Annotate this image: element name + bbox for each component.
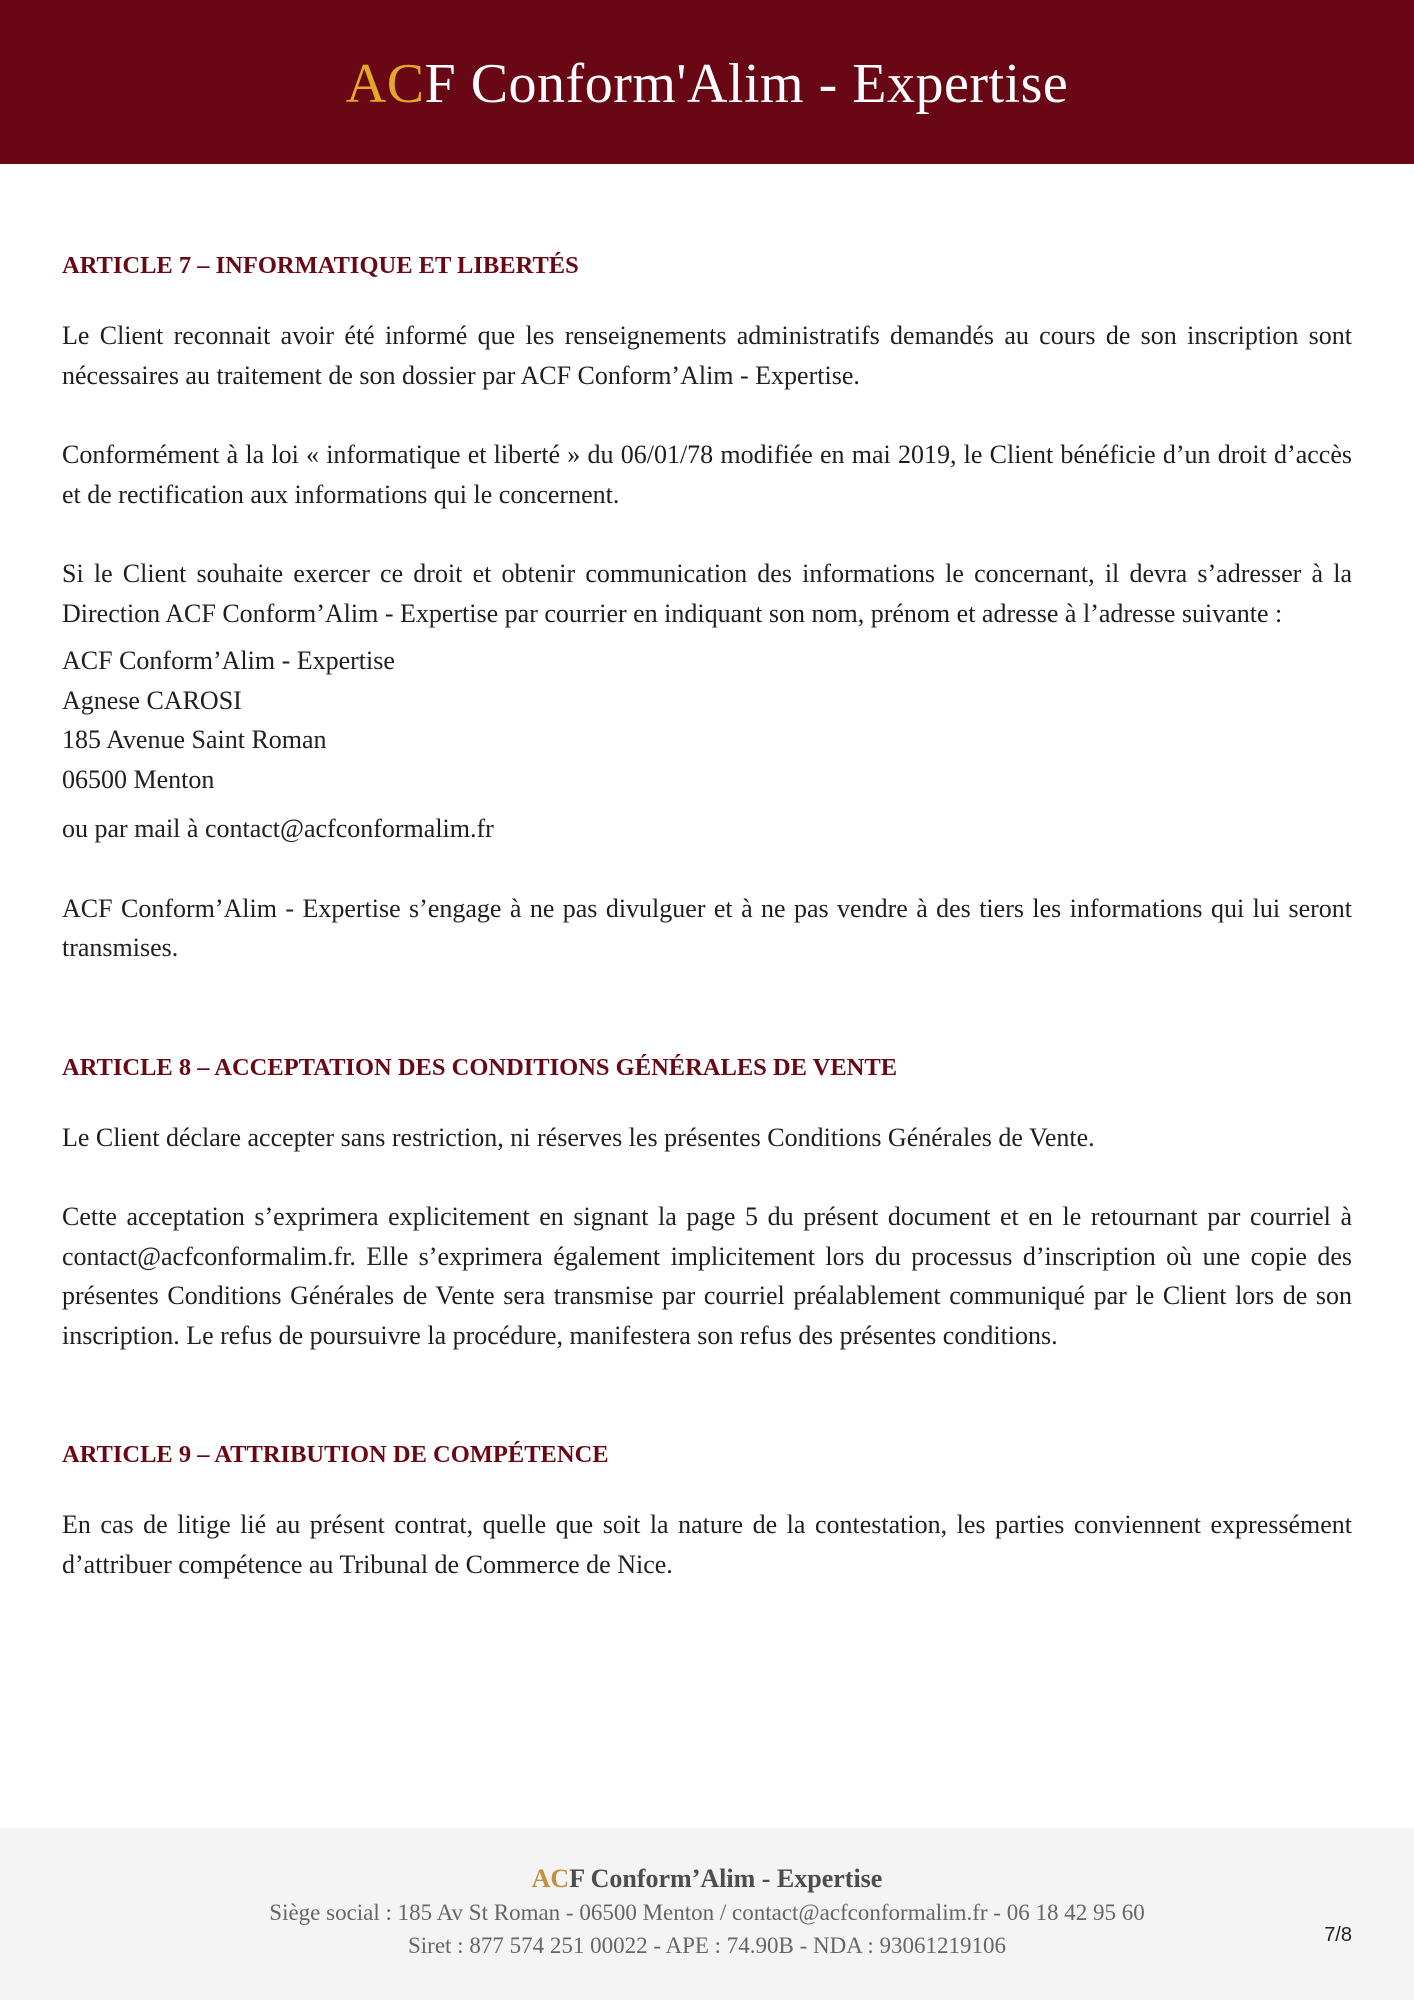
page-number: 7/8	[1324, 1924, 1352, 1946]
document-body	[62, 250, 1352, 1584]
footer-info	[0, 1862, 1414, 1962]
address-street: 185 Avenue Saint Roman	[62, 725, 327, 754]
footer-address-line: Siège social : 185 Av St Roman - 06500 Menton / contact@acfconformalim.fr - 06 18 42 95 60	[269, 1900, 1145, 1925]
article-7-closing: ACF Conform’Alim - Expertise s’engage à ne pas divulguer et à ne pas vendre à des tiers les informations qui lui seront transmises.	[62, 893, 1352, 962]
article-7	[62, 250, 1352, 968]
footer-brand-accent: AC	[531, 1864, 570, 1893]
article-7-heading: ARTICLE 7 – INFORMATIQUE ET LIBERTÉS	[62, 252, 579, 279]
footer-brand-rest: F Conform’Alim - Expertise	[569, 1864, 883, 1893]
article-9-heading: ARTICLE 9 – ATTRIBUTION DE COMPÉTENCE	[62, 1441, 609, 1468]
postal-address	[62, 641, 1352, 799]
address-company: ACF Conform’Alim - Expertise	[62, 646, 395, 675]
mail-contact-line: ou par mail à contact@acfconformalim.fr	[62, 814, 494, 843]
article-7-paragraph-3: Si le Client souhaite exercer ce droit et obtenir communication des informations le concernant, il devra s’adresser à la Direction ACF Conform’Alim - Expertise par courrier en indiquant son nom, prénom et adresse à l’adresse suivante :	[62, 559, 1352, 628]
page-header	[0, 0, 1414, 164]
article-8-paragraph-2: Cette acceptation s’exprimera explicitement en signant la page 5 du présent document et en le retournant par courriel à contact@acfconformalim.fr. Elle s’exprimera également implicitement lors du processus d’inscription où une copie des présentes Conditions Générales de Vente sera transmise par courriel préalablement communiqué par le Client lors de son inscription. Le refus de poursuivre la procédure, manifestera son refus des présentes conditions.	[62, 1202, 1352, 1350]
article-9-paragraph-1: En cas de litige lié au présent contrat, quelle que soit la nature de la contestation, les parties conviennent expressément d’attribuer compétence au Tribunal de Commerce de Nice.	[62, 1510, 1352, 1579]
footer-brand	[0, 1862, 1414, 1896]
address-contact-name: Agnese CAROSI	[62, 685, 242, 715]
header-title-rest: F Conform'Alim - Expertise	[424, 53, 1069, 115]
article-8-heading: ARTICLE 8 – ACCEPTATION DES CONDITIONS GÉNÉRALES DE VENTE	[62, 1053, 898, 1081]
article-8	[62, 1052, 1352, 1356]
footer-registration-line: Siret : 877 574 251 00022 - APE : 74.90B - NDA : 93061219106	[407, 1933, 1006, 1958]
article-9	[62, 1439, 1352, 1584]
address-city: 06500 Menton	[62, 764, 215, 794]
header-title	[346, 52, 1068, 116]
article-7-paragraph-2: Conformément à la loi « informatique et liberté » du 06/01/78 modifiée en mai 2019, le Client bénéficie d’un droit d’accès et de rectification aux informations qui le concernent.	[62, 440, 1352, 509]
header-title-accent: AC	[345, 53, 425, 115]
article-7-paragraph-1: Le Client reconnait avoir été informé que les renseignements administratifs demandés au cours de son inscription sont nécessaires au traitement de son dossier par ACF Conform’Alim - Expertise.	[62, 321, 1352, 390]
article-8-paragraph-1: Le Client déclare accepter sans restriction, ni réserves les présentes Conditions Générales de Vente.	[62, 1122, 1095, 1152]
page-footer	[0, 1828, 1414, 2000]
